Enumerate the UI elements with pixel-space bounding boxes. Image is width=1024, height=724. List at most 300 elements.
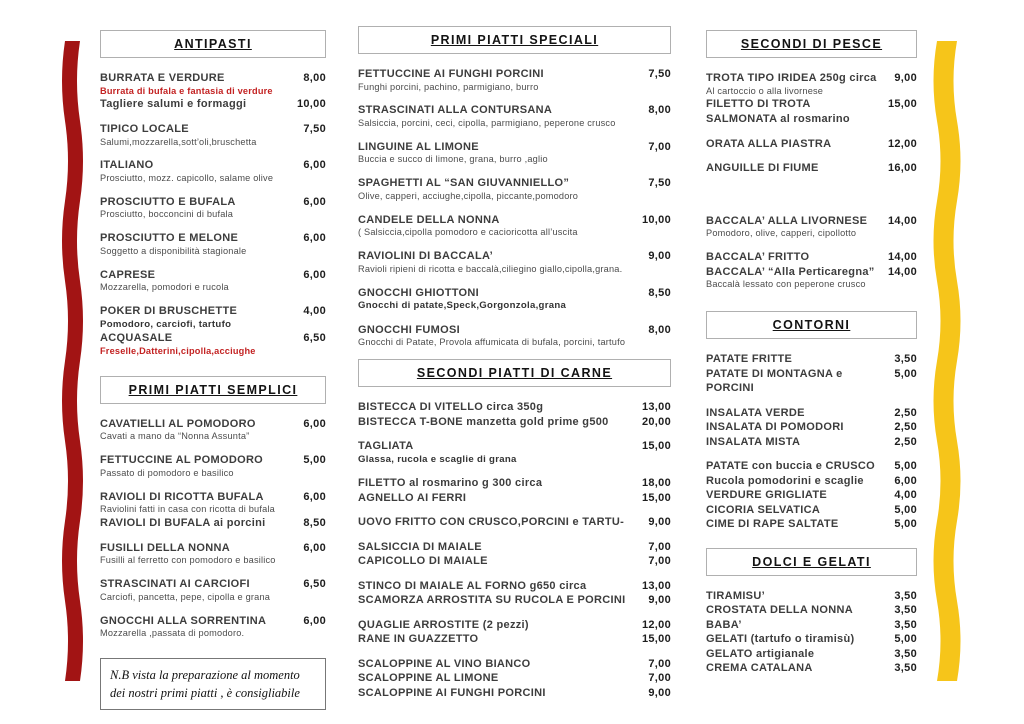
- menu-item: [358, 540, 671, 569]
- menu-line: [706, 137, 917, 152]
- item-price: 10,00: [641, 213, 671, 226]
- left-ribbon-shape: [62, 41, 83, 681]
- item-name: CREMA CATALANA: [706, 662, 813, 675]
- item-price: 14,00: [887, 251, 917, 263]
- item-name: TROTA TIPO IRIDEA 250g circa: [706, 72, 877, 84]
- menu-line: [706, 420, 917, 435]
- item-description: Carciofi, pancetta, pepe, cipolla e grana: [100, 591, 271, 602]
- item-name: CANDELE DELLA NONNA: [358, 213, 500, 226]
- menu-line: [358, 82, 671, 94]
- item-name: CIME DI RAPE SALTATE: [706, 518, 839, 531]
- item-price: 6,00: [303, 195, 326, 208]
- item-name: TIRAMISU’: [706, 589, 765, 602]
- menu-line: [100, 231, 326, 246]
- menu-item: [358, 213, 671, 239]
- menu-line: [706, 112, 917, 127]
- menu-item: [706, 161, 917, 176]
- menu-line: [358, 264, 671, 276]
- item-name: FETTUCCINE AI FUNGHI PORCINI: [358, 68, 544, 80]
- item-name: VERDURE GRIGLIATE: [706, 489, 828, 502]
- menu-line: [100, 246, 326, 258]
- item-description: Salsiccia, porcini, ceci, cipolla, parmigiano, peperone crusco: [358, 117, 616, 128]
- item-price: 12,00: [887, 137, 917, 150]
- item-name: ORATA ALLA PIASTRA: [706, 137, 832, 150]
- menu-line: [358, 515, 671, 530]
- menu-item: [358, 249, 671, 275]
- item-price: 7,50: [303, 122, 326, 135]
- menu-line: [706, 97, 917, 112]
- item-description: Prosciutto, mozz. capicollo, salame olive: [100, 172, 274, 183]
- item-price: 4,00: [894, 489, 917, 502]
- item-price: 2,50: [894, 421, 917, 434]
- item-name: GNOCCHI GHIOTTONI: [358, 286, 480, 299]
- item-price: 5,00: [303, 454, 326, 467]
- menu-item: [706, 459, 917, 532]
- menu-line: [100, 577, 326, 592]
- menu-item: [100, 417, 326, 443]
- menu-item: [358, 140, 671, 166]
- item-description: Glassa, rucola e scaglie di grana: [358, 453, 517, 465]
- item-name: BACCALA’ FRITTO: [706, 251, 810, 263]
- item-description: Buccia e succo di limone, grana, burro ,aglio: [358, 154, 548, 165]
- menu-item: [706, 137, 917, 152]
- section-header: [100, 30, 326, 58]
- item-price: 12,00: [641, 618, 671, 631]
- menu-line: [358, 415, 671, 430]
- item-price: 18,00: [641, 477, 671, 490]
- item-price: 6,00: [303, 232, 326, 245]
- menu-line: [358, 249, 671, 264]
- menu-line: [706, 503, 917, 518]
- menu-line: [100, 86, 326, 98]
- item-name: SCALOPPINE AI FUNGHI PORCINI: [358, 686, 546, 699]
- menu-line: [706, 214, 917, 229]
- item-description: Gnocchi di patate,Speck,Gorgonzola,grana: [358, 300, 567, 312]
- item-name: CAVATIELLI AL POMODORO: [100, 417, 256, 430]
- item-price: 14,00: [887, 265, 917, 278]
- item-price: 13,00: [641, 579, 671, 592]
- menu-line: [358, 439, 671, 454]
- menu-item: [706, 589, 917, 676]
- menu-line: [100, 331, 326, 346]
- item-price: 9,00: [648, 516, 671, 529]
- menu-line: [706, 661, 917, 676]
- menu-item: [358, 618, 671, 647]
- menu-line: [100, 417, 326, 432]
- item-name: PATATE DI MONTAGNA e PORCINI: [706, 367, 843, 395]
- menu-line: [706, 279, 917, 291]
- item-price: 16,00: [887, 162, 917, 175]
- item-price: 7,00: [648, 672, 671, 685]
- item-price: 10,00: [296, 98, 326, 111]
- menu-line: [358, 491, 671, 506]
- menu-line: [358, 154, 671, 166]
- menu-line: [100, 282, 326, 294]
- item-name: BISTECCA T-BONE manzetta gold prime g500: [358, 415, 609, 428]
- item-price: 13,00: [641, 401, 671, 414]
- menu-line: [358, 191, 671, 203]
- menu-item: [358, 323, 671, 349]
- menu-line: [358, 227, 671, 239]
- item-name: RAVIOLI DI BUFALA ai porcini: [100, 517, 266, 530]
- section-header: [100, 376, 326, 404]
- menu-line: [706, 632, 917, 647]
- menu-item: [100, 304, 326, 357]
- menu-item: [706, 406, 917, 450]
- item-name: FILETTO al rosmarino g 300 circa: [358, 477, 543, 490]
- item-price: 5,00: [894, 518, 917, 531]
- item-price: 7,00: [648, 555, 671, 568]
- item-price: 15,00: [641, 440, 671, 453]
- menu-item: [358, 103, 671, 129]
- item-price: 5,00: [894, 460, 917, 473]
- menu-item: [100, 577, 326, 603]
- menu-line: [706, 603, 917, 618]
- menu-line: [100, 122, 326, 137]
- item-price: 5,00: [894, 367, 917, 380]
- menu-section: [358, 26, 671, 349]
- section-header: [706, 311, 917, 339]
- item-description: Baccalà lessato con peperone crusco: [706, 279, 866, 290]
- item-name: PATATE FRITTE: [706, 352, 793, 365]
- menu-line: [706, 250, 917, 265]
- menu-line: [100, 195, 326, 210]
- menu-line: [100, 431, 326, 443]
- item-price: 6,00: [303, 490, 326, 503]
- item-name: AGNELLO AI FERRI: [358, 491, 467, 504]
- item-price: 7,00: [648, 140, 671, 153]
- menu-line: [706, 435, 917, 450]
- item-name: CROSTATA DELLA NONNA: [706, 604, 853, 617]
- item-description: Fusilli al ferretto con pomodoro e basilico: [100, 555, 276, 566]
- item-name: PATATE con buccia e CRUSCO: [706, 460, 875, 473]
- menu-line: [358, 671, 671, 686]
- menu-item: [100, 195, 326, 221]
- menu-line: [706, 618, 917, 633]
- item-price: 6,00: [303, 268, 326, 281]
- item-price: 7,00: [648, 540, 671, 553]
- menu-line: [358, 618, 671, 633]
- item-price: 6,50: [303, 578, 326, 591]
- item-name: INSALATA VERDE: [706, 406, 805, 419]
- menu-line: [358, 476, 671, 491]
- menu-item: [358, 400, 671, 429]
- menu-line: [100, 614, 326, 629]
- item-price: 9,00: [648, 250, 671, 263]
- item-description: ( Salsiccia,cipolla pomodoro e cacioricotta all’uscita: [358, 227, 578, 238]
- menu-line: [100, 504, 326, 516]
- menu-item: [100, 158, 326, 184]
- menu-column-1: [100, 30, 326, 710]
- note-line: dei nostri primi piatti , è consigliabile: [110, 686, 300, 701]
- item-price: 6,00: [303, 541, 326, 554]
- item-name: BACCALA’ ALLA LIVORNESE: [706, 214, 868, 227]
- menu-line: [358, 593, 671, 608]
- item-price: 15,00: [641, 633, 671, 646]
- item-name: SPAGHETTI AL “SAN GIUVANNIELLO”: [358, 177, 570, 190]
- menu-line: [100, 209, 326, 221]
- menu-item: [358, 657, 671, 701]
- menu-item: [358, 579, 671, 608]
- item-name: CAPRESE: [100, 268, 156, 281]
- menu-line: [706, 406, 917, 421]
- menu-line: [100, 628, 326, 640]
- menu-line: [706, 352, 917, 367]
- item-price: 7,00: [648, 657, 671, 670]
- menu-line: [358, 176, 671, 191]
- item-price: 8,50: [303, 517, 326, 530]
- item-description: Mozzarella ,passata di pomodoro.: [100, 628, 245, 639]
- menu-line: [706, 647, 917, 662]
- menu-item: [100, 231, 326, 257]
- menu-line: [100, 158, 326, 173]
- item-name: SCALOPPINE AL LIMONE: [358, 672, 499, 685]
- item-price: 8,00: [648, 323, 671, 336]
- item-description: Olive, capperi, acciughe,cipolla, piccante,pomodoro: [358, 190, 579, 201]
- item-price: 15,00: [887, 98, 917, 111]
- item-description: Gnocchi di Patate, Provola affumicata di bufala, porcini, tartufo: [358, 337, 626, 348]
- item-name: UOVO FRITTO CON CRUSCO,PORCINI e TARTU-: [358, 516, 625, 529]
- menu-line: [100, 137, 326, 149]
- item-description: Al cartoccio o alla livornese: [706, 85, 824, 96]
- item-price: 3,50: [894, 604, 917, 617]
- item-name: ANGUILLE DI FIUME: [706, 162, 819, 175]
- item-price: 8,50: [648, 286, 671, 299]
- menu-line: [358, 300, 671, 312]
- menu-line: [706, 161, 917, 176]
- item-description: Passato di pomodoro e basilico: [100, 467, 234, 478]
- section-title: CONTORNI: [772, 317, 851, 332]
- menu-item: [100, 453, 326, 479]
- item-name: BISTECCA DI VITELLO circa 350g: [358, 401, 544, 414]
- menu-section: [706, 548, 917, 676]
- menu-line: [358, 554, 671, 569]
- menu-line: [100, 71, 326, 86]
- item-price: 9,00: [894, 72, 917, 84]
- menu-line: [706, 228, 917, 240]
- menu-line: [706, 367, 917, 396]
- menu-item: [358, 286, 671, 313]
- item-description: Freselle,Datterini,cipolla,acciughe: [100, 345, 256, 356]
- menu-item: [706, 352, 917, 396]
- item-description: Burrata di bufala e fantasia di verdure: [100, 85, 273, 96]
- item-name: FETTUCCINE AL POMODORO: [100, 454, 264, 467]
- menu-line: [706, 86, 917, 98]
- menu-item: [358, 515, 671, 530]
- note-box: [100, 658, 326, 710]
- item-price: 6,00: [303, 614, 326, 627]
- section-title: SECONDI PIATTI DI CARNE: [416, 366, 613, 381]
- menu-item: [358, 67, 671, 93]
- item-price: 14,00: [887, 214, 917, 227]
- item-name: GELATI (tartufo o tiramisù): [706, 633, 855, 646]
- menu-line: [358, 579, 671, 594]
- menu-line: [358, 286, 671, 301]
- menu-line: [358, 337, 671, 349]
- item-name: PROSCIUTTO E BUFALA: [100, 195, 236, 208]
- item-price: 20,00: [641, 415, 671, 428]
- item-price: 3,50: [894, 618, 917, 631]
- menu-line: [358, 454, 671, 466]
- item-price: 5,00: [894, 503, 917, 516]
- note-line: N.B vista la preparazione al momento: [110, 668, 300, 683]
- item-name: SALMONATA al rosmarino: [706, 112, 850, 125]
- menu-line: [100, 173, 326, 185]
- item-price: 7,50: [648, 68, 671, 80]
- menu-line: [100, 97, 326, 112]
- menu-item: [706, 71, 917, 127]
- item-price: 2,50: [894, 406, 917, 419]
- item-description: Mozzarella, pomodori e rucola: [100, 282, 229, 293]
- menu-item: [358, 476, 671, 505]
- menu-item: [358, 176, 671, 202]
- item-description: Funghi porcini, pachino, parmigiano, burro: [358, 81, 539, 92]
- item-price: 6,50: [303, 332, 326, 345]
- section-header: [706, 548, 917, 576]
- item-price: 15,00: [641, 491, 671, 504]
- item-description: Pomodoro, olive, capperi, cipollotto: [706, 228, 857, 239]
- item-description: Prosciutto, bocconcini di bufala: [100, 209, 234, 220]
- menu-item: [100, 71, 326, 112]
- item-name: RAVIOLI DI RICOTTA BUFALA: [100, 490, 264, 503]
- menu-line: [358, 686, 671, 701]
- item-price: 8,00: [648, 104, 671, 117]
- item-name: CAPICOLLO DI MAIALE: [358, 555, 488, 568]
- menu-line: [358, 323, 671, 338]
- item-name: FUSILLI DELLA NONNA: [100, 541, 230, 554]
- item-name: BURRATA E VERDURE: [100, 72, 225, 84]
- item-name: FILETTO DI TROTA: [706, 98, 811, 111]
- section-title: PRIMI PIATTI SPECIALI: [430, 33, 599, 47]
- item-name: STRASCINATI AI CARCIOFI: [100, 578, 250, 591]
- item-price: 9,00: [648, 686, 671, 699]
- menu-line: [706, 71, 917, 86]
- item-name: SALSICCIA DI MAIALE: [358, 540, 482, 553]
- menu-line: [358, 657, 671, 672]
- menu-line: [100, 304, 326, 319]
- item-name: BABA’: [706, 618, 742, 631]
- section-title: SECONDI DI PESCE: [740, 37, 883, 51]
- item-name: BACCALA’ “Alla Perticaregna”: [706, 265, 875, 278]
- menu-item: [358, 439, 671, 466]
- item-price: 3,50: [894, 662, 917, 675]
- menu-line: [358, 400, 671, 415]
- menu-line: [358, 540, 671, 555]
- item-name: PROSCIUTTO E MELONE: [100, 232, 239, 245]
- menu-section: [706, 30, 917, 291]
- menu-line: [358, 67, 671, 82]
- menu-line: [358, 213, 671, 228]
- menu-line: [100, 346, 326, 358]
- menu-line: [358, 140, 671, 155]
- item-name: SCAMORZA ARROSTITA SU RUCOLA E PORCINI: [358, 594, 626, 607]
- menu-section: [100, 30, 326, 358]
- menu-line: [358, 103, 671, 118]
- item-description: Pomodoro, carciofi, tartufo: [100, 318, 232, 330]
- menu-line: [358, 118, 671, 130]
- menu-item: [706, 214, 917, 240]
- menu-line: [706, 517, 917, 532]
- item-name: QUAGLIE ARROSTITE (2 pezzi): [358, 618, 529, 631]
- left-ribbon-decoration: [57, 36, 87, 686]
- menu-section: [358, 359, 671, 700]
- item-price: 5,00: [894, 633, 917, 646]
- section-header: [706, 30, 917, 58]
- menu-line: [706, 488, 917, 503]
- item-name: STINCO DI MAIALE AL FORNO g650 circa: [358, 579, 587, 592]
- item-name: Tagliere salumi e formaggi: [100, 98, 247, 111]
- item-description: Salumi,mozzarella,sott’oli,bruschetta: [100, 136, 257, 147]
- item-name: TAGLIATA: [358, 440, 414, 453]
- menu-line: [706, 474, 917, 489]
- item-name: ACQUASALE: [100, 332, 173, 345]
- menu-line: [358, 632, 671, 647]
- menu-line: [100, 555, 326, 567]
- menu-column-2: [358, 26, 671, 710]
- section-header: [358, 26, 671, 54]
- menu-line: [100, 453, 326, 468]
- item-name: STRASCINATI ALLA CONTURSANA: [358, 104, 553, 117]
- item-price: 3,50: [894, 647, 917, 660]
- item-price: 7,50: [648, 177, 671, 190]
- item-name: Rucola pomodorini e scaglie: [706, 474, 864, 487]
- menu-item: [100, 122, 326, 148]
- item-price: 3,50: [894, 589, 917, 602]
- item-price: 2,50: [894, 435, 917, 448]
- item-price: 6,00: [303, 417, 326, 430]
- menu-line: [100, 592, 326, 604]
- menu-line: [706, 459, 917, 474]
- menu-column-3: [706, 30, 917, 686]
- item-price: 6,00: [303, 159, 326, 172]
- right-ribbon-decoration: [929, 36, 965, 686]
- menu-item: [100, 614, 326, 640]
- menu-line: [100, 268, 326, 283]
- item-name: TIPICO LOCALE: [100, 122, 189, 135]
- item-description: Ravioli ripieni di ricotta e baccalà,ciliegino giallo,cipolla,grana.: [358, 263, 623, 274]
- menu-item: [100, 541, 326, 567]
- item-description: Cavati a mano da “Nonna Assunta”: [100, 431, 250, 442]
- item-name: INSALATA MISTA: [706, 435, 801, 448]
- item-name: RANE IN GUAZZETTO: [358, 633, 479, 646]
- item-description: Soggetto a disponibilità stagionale: [100, 245, 247, 256]
- menu-item: [100, 490, 326, 531]
- item-name: ITALIANO: [100, 159, 154, 172]
- menu-line: [706, 265, 917, 280]
- item-price: 9,00: [648, 594, 671, 607]
- item-price: 6,00: [894, 474, 917, 487]
- menu-item: [100, 268, 326, 294]
- menu-line: [706, 589, 917, 604]
- section-title: ANTIPASTI: [174, 37, 252, 51]
- item-name: POKER DI BRUSCHETTE: [100, 305, 238, 318]
- item-price: 8,00: [303, 72, 326, 84]
- item-price: 4,00: [303, 305, 326, 318]
- menu-line: [100, 516, 326, 531]
- section-header: [358, 359, 671, 387]
- item-name: CICORIA SELVATICA: [706, 503, 821, 516]
- menu-item: [706, 250, 917, 291]
- menu-section: [706, 311, 917, 532]
- item-name: GNOCCHI FUMOSI: [358, 323, 460, 336]
- menu-section: [100, 376, 326, 640]
- item-name: LINGUINE AL LIMONE: [358, 140, 479, 153]
- item-name: INSALATA DI POMODORI: [706, 421, 844, 434]
- item-name: SCALOPPINE AL VINO BIANCO: [358, 657, 531, 670]
- item-price: 3,50: [894, 352, 917, 365]
- menu-line: [100, 319, 326, 331]
- right-ribbon-shape: [934, 41, 961, 681]
